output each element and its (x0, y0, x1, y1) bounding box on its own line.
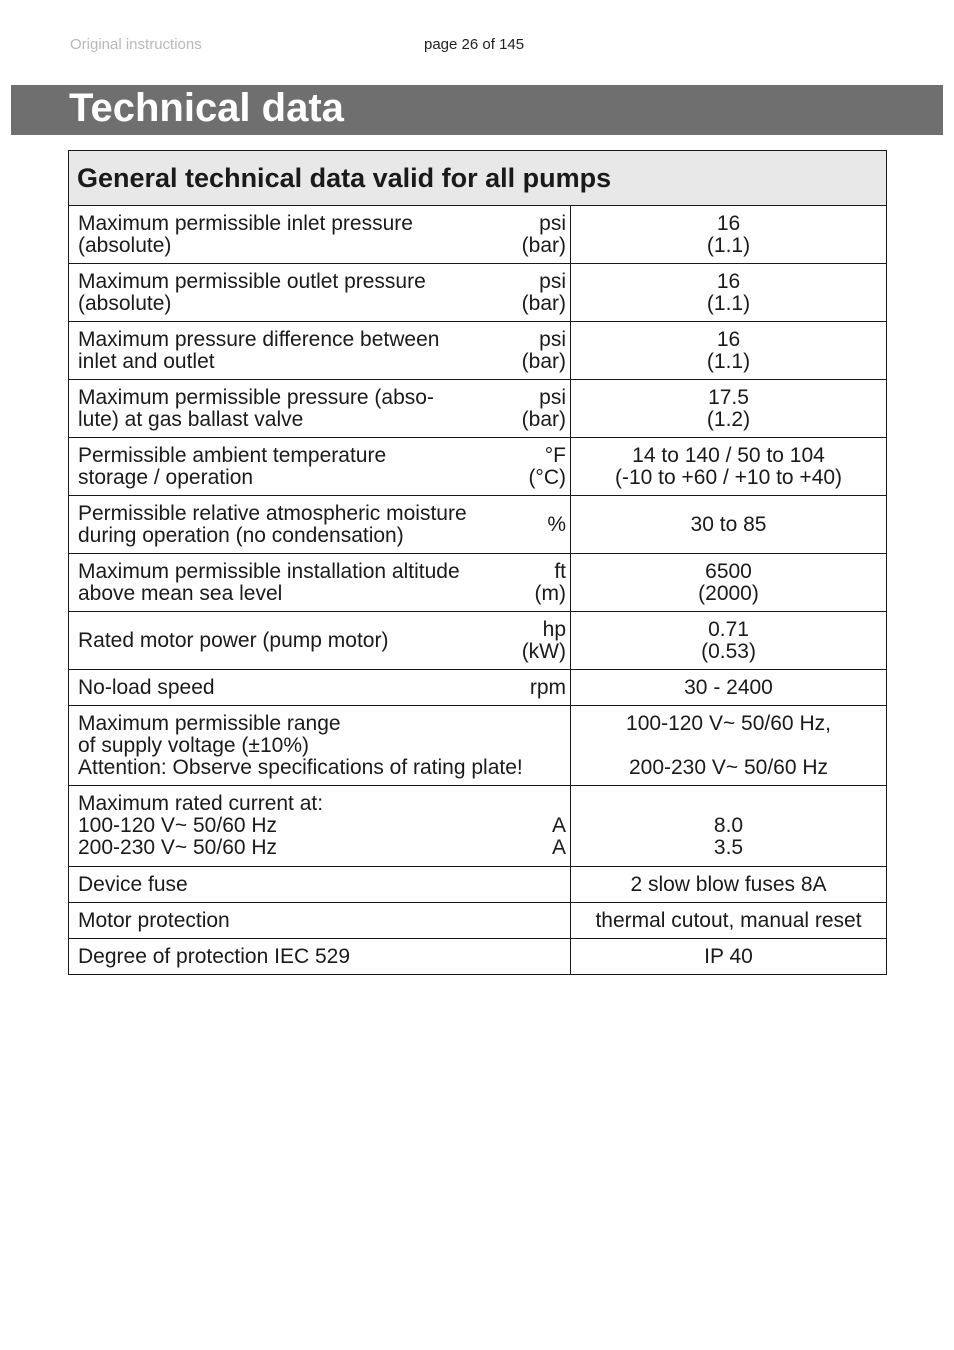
row-unit: psi (bar) (521, 269, 566, 315)
row-label-cell (69, 264, 571, 322)
row-label-cell (69, 706, 571, 786)
row-value: 100-120 V~ 50/60 Hz, 200-230 V~ 50/60 Hz (571, 706, 887, 786)
row-unit: psi (bar) (521, 211, 566, 257)
technical-data-table (68, 150, 887, 975)
row-label-cell (69, 939, 571, 975)
row-label-cell (69, 322, 571, 380)
row-value: IP 40 (571, 939, 887, 975)
row-unit: °F (°C) (528, 443, 566, 489)
row-value: 30 to 85 (571, 496, 887, 554)
row-label: Maximum permissible pressure (abso- lute) at gas ballast valve (78, 385, 434, 431)
table-row (69, 706, 887, 786)
row-label-wrap (78, 213, 566, 257)
row-label-cell (69, 903, 571, 939)
row-value: 17.5 (1.2) (571, 380, 887, 438)
row-label-cell (69, 554, 571, 612)
row-label-cell (69, 670, 571, 706)
row-label: Maximum permissible installation altitude above mean sea level (78, 559, 460, 605)
row-label-wrap (78, 619, 566, 663)
row-label-wrap (78, 793, 566, 859)
row-label: Maximum permissible range of supply voltage (±10%) Attention: Observe specifications of rating plate! (78, 711, 523, 779)
row-label: Device fuse (78, 872, 188, 896)
row-value: 14 to 140 / 50 to 104 (-10 to +60 / +10 to +40) (571, 438, 887, 496)
row-label: Motor protection (78, 908, 230, 932)
row-label-wrap (78, 910, 566, 932)
row-label: Permissible relative atmospheric moisture during operation (no condensation) (78, 501, 467, 547)
table-row (69, 939, 887, 975)
table-title: General technical data valid for all pumps (69, 151, 887, 206)
table-row (69, 206, 887, 264)
row-label: Degree of protection IEC 529 (78, 944, 350, 968)
table-header-row (69, 151, 887, 206)
row-label-cell (69, 496, 571, 554)
row-label-wrap (78, 387, 566, 431)
row-label-wrap (78, 677, 566, 699)
row-label-wrap (78, 503, 566, 547)
row-label: Maximum permissible outlet pressure (absolute) (78, 269, 426, 315)
row-value: thermal cutout, manual reset (571, 903, 887, 939)
row-value: 16 (1.1) (571, 322, 887, 380)
row-label-cell (69, 867, 571, 903)
row-label-wrap (78, 271, 566, 315)
row-label: Permissible ambient temperature storage / operation (78, 443, 387, 489)
table-row (69, 903, 887, 939)
row-value: 16 (1.1) (571, 206, 887, 264)
table-row (69, 670, 887, 706)
row-value: 8.0 3.5 (571, 786, 887, 867)
table-row (69, 264, 887, 322)
section-title: Technical data (69, 86, 344, 130)
row-label-wrap (78, 561, 566, 605)
row-label: No-load speed (78, 675, 215, 699)
row-label-wrap (78, 874, 566, 896)
row-value: 30 - 2400 (571, 670, 887, 706)
row-label-cell (69, 438, 571, 496)
table-row (69, 786, 887, 867)
table-row (69, 612, 887, 670)
table-row (69, 496, 887, 554)
row-label-wrap (78, 946, 566, 968)
row-label: Rated motor power (pump motor) (78, 628, 389, 652)
row-value: 0.71 (0.53) (571, 612, 887, 670)
row-label: Maximum pressure difference between inlet and outlet (78, 327, 440, 373)
row-unit: A A (551, 814, 566, 859)
row-unit: hp (kW) (521, 617, 566, 663)
table-row (69, 438, 887, 496)
row-label-cell (69, 380, 571, 438)
row-label-wrap (78, 713, 566, 779)
table-row (69, 380, 887, 438)
row-value: 2 slow blow fuses 8A (571, 867, 887, 903)
row-unit: psi (bar) (521, 385, 566, 431)
row-unit: % (547, 512, 566, 536)
row-unit: psi (bar) (521, 327, 566, 373)
row-label-cell (69, 612, 571, 670)
row-label: Maximum rated current at: 100-120 V~ 50/60 Hz 200-230 V~ 50/60 Hz (78, 792, 324, 859)
page-number: page 26 of 145 (424, 36, 525, 53)
table-body (69, 206, 887, 975)
document-label: Original instructions (70, 36, 202, 53)
row-label-cell (69, 206, 571, 264)
section-banner (11, 85, 943, 135)
table-row (69, 322, 887, 380)
row-unit: rpm (529, 675, 566, 699)
row-unit: ft (m) (534, 559, 566, 605)
table-row (69, 867, 887, 903)
row-label-wrap (78, 445, 566, 489)
row-value: 6500 (2000) (571, 554, 887, 612)
row-label-wrap (78, 329, 566, 373)
row-value: 16 (1.1) (571, 264, 887, 322)
row-label-cell (69, 786, 571, 867)
table-row (69, 554, 887, 612)
row-label: Maximum permissible inlet pressure (absolute) (78, 211, 413, 257)
